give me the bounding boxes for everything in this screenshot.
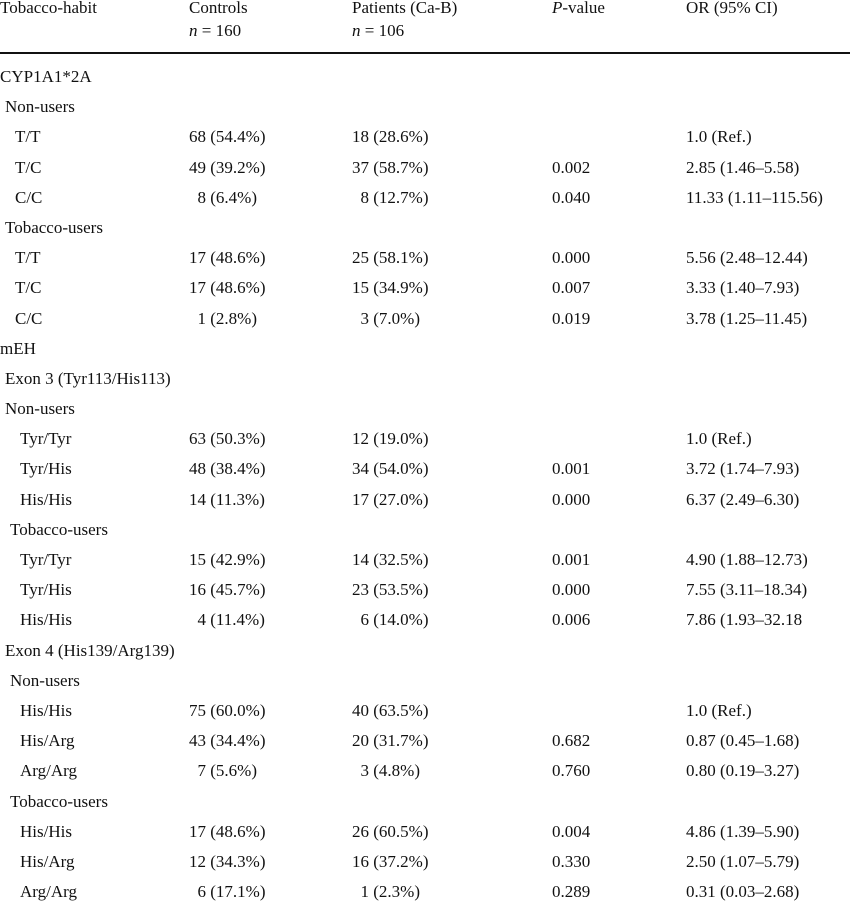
p-value-cell: 0.000 bbox=[552, 580, 591, 600]
table-row bbox=[0, 334, 850, 364]
patients-cell: 16 (37.2%) bbox=[352, 851, 429, 871]
row-label: Tyr/His bbox=[20, 580, 72, 600]
row-label: His/His bbox=[20, 821, 72, 841]
row-label: Arg/Arg bbox=[20, 761, 77, 781]
controls-cell: 8 (6.4%) bbox=[189, 187, 257, 207]
row-label: His/His bbox=[20, 610, 72, 630]
controls-cell: 4 (11.4%) bbox=[189, 610, 265, 630]
controls-cell: 16 (45.7%) bbox=[189, 580, 266, 600]
table-row bbox=[0, 515, 850, 545]
row-label: C/C bbox=[15, 308, 43, 328]
table-row bbox=[0, 877, 850, 907]
table-row bbox=[0, 485, 850, 515]
or-ci-cell: 1.0 (Ref.) bbox=[686, 700, 752, 720]
or-ci-cell: 11.33 (1.11–115.56) bbox=[686, 187, 823, 207]
or-ci-cell: 3.72 (1.74–7.93) bbox=[686, 459, 800, 479]
row-label: T/C bbox=[15, 278, 42, 298]
p-value-cell: 0.006 bbox=[552, 610, 591, 630]
row-label: mEH bbox=[0, 338, 36, 358]
table-row bbox=[0, 575, 850, 605]
patients-cell: 34 (54.0%) bbox=[352, 459, 429, 479]
patients-cell: 20 (31.7%) bbox=[352, 731, 429, 751]
p-value-cell: 0.289 bbox=[552, 882, 591, 902]
table-row bbox=[0, 364, 850, 394]
p-value-cell: 0.330 bbox=[552, 851, 591, 871]
or-ci-cell: 7.55 (3.11–18.34) bbox=[686, 580, 808, 600]
p-value-cell: 0.682 bbox=[552, 731, 591, 751]
patients-cell: 37 (58.7%) bbox=[352, 157, 429, 177]
or-ci-cell: 4.90 (1.88–12.73) bbox=[686, 550, 808, 569]
table-row bbox=[0, 424, 850, 454]
row-label: His/Arg bbox=[20, 851, 75, 871]
patients-n-value: = 106 bbox=[360, 21, 405, 40]
table-row bbox=[0, 153, 850, 183]
table-row bbox=[0, 696, 850, 726]
controls-cell: 63 (50.3%) bbox=[189, 429, 266, 449]
table-row bbox=[0, 787, 850, 817]
controls-cell: 6 (17.1%) bbox=[189, 882, 266, 902]
row-label: Tyr/His bbox=[20, 459, 72, 479]
patients-cell: 3 (7.0%) bbox=[352, 308, 420, 328]
or-ci-cell: 5.56 (2.48–12.44) bbox=[686, 248, 808, 268]
row-label: His/His bbox=[20, 700, 72, 720]
controls-cell: 17 (48.6%) bbox=[189, 248, 266, 268]
controls-cell: 1 (2.8%) bbox=[189, 308, 257, 328]
header-tobacco-habit: Tobacco-habit bbox=[0, 0, 97, 17]
or-ci-cell: 3.78 (1.25–11.45) bbox=[686, 308, 808, 328]
p-value-cell: 0.007 bbox=[552, 278, 591, 298]
or-ci-cell: 7.86 (1.93–32.18 bbox=[686, 610, 803, 630]
table-row bbox=[0, 122, 850, 152]
table-row bbox=[0, 62, 850, 92]
n-symbol: n bbox=[189, 21, 198, 40]
controls-cell: 15 (42.9%) bbox=[189, 550, 266, 569]
or-ci-cell: 3.33 (1.40–7.93) bbox=[686, 278, 800, 298]
p-value-suffix: -value bbox=[562, 0, 605, 17]
controls-cell: 48 (38.4%) bbox=[189, 459, 266, 479]
controls-cell: 49 (39.2%) bbox=[189, 157, 266, 177]
row-label: Non-users bbox=[5, 399, 75, 419]
table-row bbox=[0, 756, 850, 786]
patients-cell: 25 (58.1%) bbox=[352, 248, 429, 268]
row-label: Exon 3 (Tyr113/His113) bbox=[5, 368, 171, 388]
row-label: CYP1A1*2A bbox=[0, 67, 92, 86]
p-value-cell: 0.000 bbox=[552, 489, 591, 509]
patients-cell: 15 (34.9%) bbox=[352, 278, 429, 298]
table-row bbox=[0, 304, 850, 334]
row-label: Tyr/Tyr bbox=[20, 550, 72, 569]
header-patients-n bbox=[352, 20, 404, 42]
table-row bbox=[0, 726, 850, 756]
controls-cell: 17 (48.6%) bbox=[189, 278, 266, 298]
patients-cell: 6 (14.0%) bbox=[352, 610, 429, 630]
controls-n-value: = 160 bbox=[197, 21, 242, 40]
controls-cell: 17 (48.6%) bbox=[189, 821, 266, 841]
table-body bbox=[0, 62, 850, 907]
patients-cell: 17 (27.0%) bbox=[352, 489, 429, 509]
patients-cell: 1 (2.3%) bbox=[352, 882, 420, 902]
row-label: His/Arg bbox=[20, 731, 75, 751]
header-patients: Patients (Ca-B) bbox=[352, 0, 458, 17]
row-label: Non-users bbox=[10, 670, 80, 690]
row-label: Tobacco-users bbox=[10, 791, 108, 811]
row-label: C/C bbox=[15, 187, 43, 207]
table-row bbox=[0, 605, 850, 635]
row-label: Exon 4 (His139/Arg139) bbox=[5, 640, 175, 660]
or-ci-cell: 0.87 (0.45–1.68) bbox=[686, 731, 800, 751]
table-row bbox=[0, 636, 850, 666]
patients-cell: 23 (53.5%) bbox=[352, 580, 429, 600]
header-p-value bbox=[552, 0, 605, 19]
patients-cell: 3 (4.8%) bbox=[352, 761, 420, 781]
table-row bbox=[0, 243, 850, 273]
or-ci-cell: 1.0 (Ref.) bbox=[686, 127, 752, 147]
table-row bbox=[0, 666, 850, 696]
table-row bbox=[0, 847, 850, 877]
or-ci-cell: 0.80 (0.19–3.27) bbox=[686, 761, 800, 781]
row-label: Tyr/Tyr bbox=[20, 429, 72, 449]
table-row bbox=[0, 213, 850, 243]
p-value-cell: 0.001 bbox=[552, 459, 591, 479]
p-symbol: P bbox=[552, 0, 563, 17]
p-value-cell: 0.001 bbox=[552, 550, 591, 569]
or-ci-cell: 2.50 (1.07–5.79) bbox=[686, 851, 800, 871]
controls-cell: 12 (34.3%) bbox=[189, 851, 266, 871]
table-row bbox=[0, 817, 850, 847]
controls-cell: 43 (34.4%) bbox=[189, 731, 266, 751]
or-ci-cell: 2.85 (1.46–5.58) bbox=[686, 157, 800, 177]
patients-cell: 12 (19.0%) bbox=[352, 429, 429, 449]
row-label: His/His bbox=[20, 489, 72, 509]
row-label: Arg/Arg bbox=[20, 882, 77, 902]
patients-cell: 14 (32.5%) bbox=[352, 550, 429, 569]
row-label: T/T bbox=[15, 248, 41, 268]
row-label: Tobacco-users bbox=[10, 519, 108, 539]
patients-cell: 40 (63.5%) bbox=[352, 700, 429, 720]
table-row bbox=[0, 183, 850, 213]
controls-cell: 68 (54.4%) bbox=[189, 127, 266, 147]
p-value-cell: 0.019 bbox=[552, 308, 591, 328]
header-rule bbox=[0, 52, 850, 54]
p-value-cell: 0.760 bbox=[552, 761, 591, 781]
controls-cell: 75 (60.0%) bbox=[189, 700, 266, 720]
table-header bbox=[0, 0, 850, 52]
or-ci-cell: 4.86 (1.39–5.90) bbox=[686, 821, 800, 841]
table-row bbox=[0, 92, 850, 122]
table-row bbox=[0, 545, 850, 575]
or-ci-cell: 0.31 (0.03–2.68) bbox=[686, 882, 800, 902]
header-controls: Controls bbox=[189, 0, 248, 17]
or-ci-cell: 1.0 (Ref.) bbox=[686, 429, 752, 449]
table-row bbox=[0, 454, 850, 484]
header-or-ci: OR (95% CI) bbox=[686, 0, 778, 17]
n-symbol: n bbox=[352, 21, 361, 40]
row-label: Non-users bbox=[5, 97, 75, 117]
patients-cell: 8 (12.7%) bbox=[352, 187, 429, 207]
row-label: T/C bbox=[15, 157, 42, 177]
header-controls-n bbox=[189, 20, 241, 42]
controls-cell: 14 (11.3%) bbox=[189, 489, 265, 509]
row-label: Tobacco-users bbox=[5, 217, 103, 237]
p-value-cell: 0.004 bbox=[552, 821, 591, 841]
row-label: T/T bbox=[15, 127, 41, 147]
patients-cell: 26 (60.5%) bbox=[352, 821, 429, 841]
table-row bbox=[0, 394, 850, 424]
p-value-cell: 0.040 bbox=[552, 187, 591, 207]
p-value-cell: 0.002 bbox=[552, 157, 591, 177]
or-ci-cell: 6.37 (2.49–6.30) bbox=[686, 489, 800, 509]
table-row bbox=[0, 273, 850, 303]
controls-cell: 7 (5.6%) bbox=[189, 761, 257, 781]
patients-cell: 18 (28.6%) bbox=[352, 127, 429, 147]
p-value-cell: 0.000 bbox=[552, 248, 591, 268]
